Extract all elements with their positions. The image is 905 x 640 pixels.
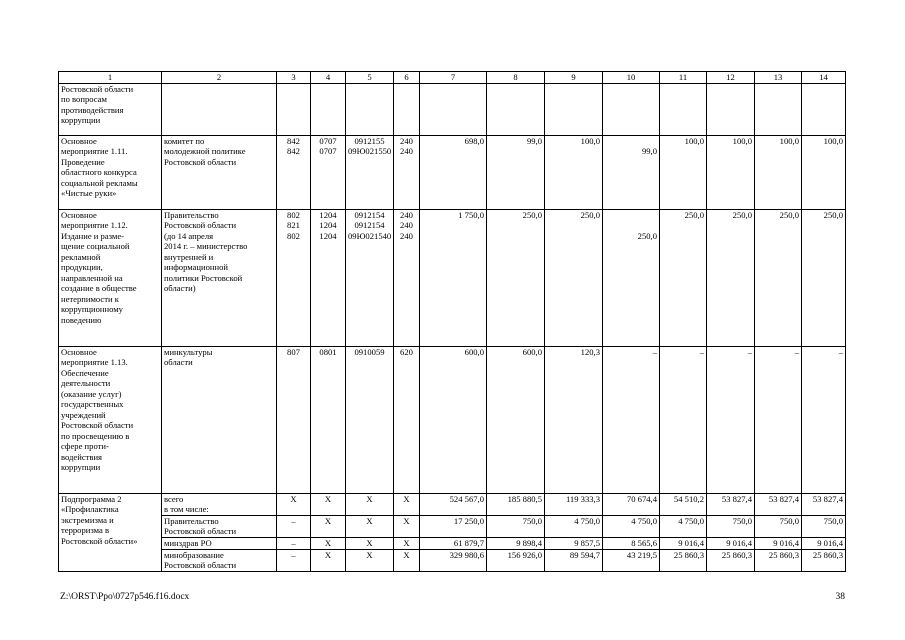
cell-col-8 [487,346,545,493]
cell-line: (оказание услуг) [61,388,122,399]
cell-col-2 [162,135,277,209]
cell-col-10: 4 750,0 [603,515,660,537]
cell-col-9: 4 750,0 [545,515,603,537]
cell-col-14 [802,135,846,209]
cell-col-14 [802,209,846,346]
cell-col-5: Х [346,537,394,549]
cell-line: областного конкурса [61,167,137,177]
column-header: 5 [346,72,394,84]
cell-line: 0912154 [354,209,385,220]
cell-line: 1204 [319,209,337,220]
subprogram-title [59,493,162,571]
cell-line: государственных [61,399,124,409]
cell-line: щение социальной [61,241,130,251]
cell-col-6: Х [394,537,420,549]
table-row [59,209,846,346]
cell-line: сфере проти- [61,441,109,451]
cell-col-10 [603,83,660,135]
cell-col-9 [545,209,603,346]
cell-col-6: Х [394,549,420,571]
cell-col-11 [660,346,707,493]
cell-col-4: Х [311,493,346,515]
cell-col-13: 25 860,3 [755,549,802,571]
cell-col-14: 750,0 [802,515,846,537]
cell-line: Подпрограмма 2 [61,493,122,504]
cell-line: Ростовской области [164,560,237,570]
cell-line: нетерпимости к [61,293,119,304]
cell-line: в том числе: [164,504,209,514]
cell-line: 250,0 [823,209,843,220]
cell-line: внутренней и [164,251,214,262]
cell-line: 250,0 [580,209,600,220]
cell-line: Основное [61,346,97,357]
cell-line: 1 750,0 [458,209,484,220]
cell-col-14: 53 827,4 [802,493,846,515]
cell-col-13 [755,83,802,135]
cell-line: 842 [287,146,300,156]
column-header: 3 [277,72,311,84]
cell-line: водействия [61,451,103,462]
cell-line: социальной рекламы [61,177,138,188]
cell-line: всего [164,493,184,504]
cell-line: 250,0 [732,209,752,220]
cell-line: молодежной политике [164,146,246,156]
executor-cell [162,537,277,549]
cell-line: 100,0 [823,135,843,146]
cell-line: Обеспечение [61,367,109,378]
cell-col-10: 8 565,6 [603,537,660,549]
cell-line: Ростовской области [61,83,134,94]
cell-col-12: 750,0 [707,515,755,537]
cell-col-14 [802,83,846,135]
cell-col-7: 524 567,0 [420,493,487,515]
cell-col-1 [59,83,162,135]
cell-col-14 [802,346,846,493]
cell-line: (до 14 апреля [164,230,214,241]
cell-col-10 [603,209,660,346]
cell-col-11: 25 860,3 [660,549,707,571]
cell-col-5 [346,209,394,346]
cell-col-4 [311,209,346,346]
cell-line: Ростовской области [164,526,237,536]
cell-col-13: 9 016,4 [755,537,802,549]
cell-col-2 [162,209,277,346]
cell-col-8 [487,83,545,135]
cell-line: – [838,346,843,357]
cell-line: Основное [61,209,97,220]
cell-col-9: 119 333,3 [545,493,603,515]
column-header: 12 [707,72,755,84]
cell-line: 1204 [319,220,337,230]
cell-col-1 [59,135,162,209]
executor-cell [162,549,277,571]
cell-col-4: Х [311,549,346,571]
cell-col-10: 70 674,4 [603,493,660,515]
page-number: 38 [835,592,845,602]
cell-col-5 [346,135,394,209]
cell-line: по вопросам [61,94,107,104]
cell-line: 842 [287,135,300,146]
cell-line: области) [164,283,196,293]
cell-line: Основное [61,135,97,146]
cell-col-5: Х [346,493,394,515]
document-path: Z:\ORST\Ppo\0727p546.f16.docx [60,592,190,602]
cell-col-10 [603,346,660,493]
cell-col-3 [277,346,311,493]
cell-line: – [747,346,752,357]
cell-col-12 [707,346,755,493]
cell-line: 600,0 [522,346,542,357]
cell-col-10: 43 219,5 [603,549,660,571]
cell-line: по просвещению в [61,430,130,441]
cell-col-1 [59,209,162,346]
cell-col-4: Х [311,515,346,537]
cell-col-7 [420,83,487,135]
cell-line: 0912155 [354,135,385,146]
cell-col-8: 156 926,0 [487,549,545,571]
cell-line: 1204 [319,230,337,241]
cell-col-12: 53 827,4 [707,493,755,515]
cell-line: 240 [400,230,413,241]
cell-line: 99,0 [641,146,657,156]
cell-col-13: 53 827,4 [755,493,802,515]
cell-line: создание в обществе [61,283,137,293]
cell-line: Проведение [61,156,105,167]
cell-line: – [699,346,704,357]
cell-col-6 [394,135,420,209]
cell-line: 600,0 [464,346,484,357]
cell-col-9 [545,346,603,493]
cell-line: 100,0 [684,135,704,146]
cell-line: «Профилактика [61,504,119,514]
cell-col-9 [545,135,603,209]
cell-line: 821 [287,220,300,230]
cell-col-12 [707,83,755,135]
column-header: 13 [755,72,802,84]
cell-col-3: Х [277,493,311,515]
cell-col-5 [346,83,394,135]
column-header: 10 [603,72,660,84]
cell-col-13 [755,209,802,346]
cell-col-3 [277,135,311,209]
cell-line: 250,0 [684,209,704,220]
subprogram-row [59,537,846,549]
cell-line: 250,0 [637,230,657,241]
cell-line: минобразование [164,549,224,560]
cell-col-6: Х [394,493,420,515]
cell-line: 0707 [319,146,337,156]
cell-line: 802 [287,209,300,220]
column-header: 6 [394,72,420,84]
cell-col-6 [394,209,420,346]
column-header: 2 [162,72,277,84]
cell-col-9 [545,83,603,135]
cell-line: Ростовской области [164,220,237,230]
cell-line: 100,0 [580,135,600,146]
cell-line: учреждений [61,409,106,420]
cell-line: 240 [400,135,413,146]
cell-line: области [164,357,193,367]
cell-col-7: 329 980,6 [420,549,487,571]
cell-col-8: 185 880,5 [487,493,545,515]
cell-line: Правительство [164,515,219,526]
cell-line: комитет по [164,135,205,146]
cell-col-14: 25 860,3 [802,549,846,571]
cell-col-12: 25 860,3 [707,549,755,571]
cell-line: коррупционному [61,304,123,314]
cell-line: 250,0 [779,209,799,220]
cell-line: 240 [400,146,413,156]
cell-line: – [794,346,799,357]
cell-line: 99,0 [526,135,542,146]
cell-col-4 [311,135,346,209]
cell-line: коррупции [61,462,101,472]
cell-line: минздрав РО [164,537,212,548]
cell-line: деятельности [61,378,111,388]
cell-line: мероприятие 1.12. [61,220,128,230]
cell-col-8 [487,209,545,346]
cell-col-11: 4 750,0 [660,515,707,537]
cell-line: коррупции [61,115,101,125]
budget-table [58,71,846,572]
cell-line: противодействия [61,104,124,115]
cell-col-8: 750,0 [487,515,545,537]
cell-col-3 [277,209,311,346]
cell-line: 802 [287,230,300,241]
cell-col-11 [660,135,707,209]
header-row [59,72,846,84]
cell-line: 250,0 [522,209,542,220]
cell-line: 0912154 [354,220,385,230]
subprogram-row [59,549,846,571]
cell-line: 100,0 [732,135,752,146]
cell-col-9: 9 857,5 [545,537,603,549]
cell-line: мероприятие 1.11. [61,146,128,156]
cell-col-8 [487,135,545,209]
table-row [59,346,846,493]
cell-line: 807 [287,346,300,357]
cell-col-7 [420,135,487,209]
cell-col-12 [707,135,755,209]
executor-cell [162,493,277,515]
cell-line: 09Ю021540 [348,230,392,241]
cell-line: поведению [61,314,102,325]
cell-line: терроризма в [61,525,110,535]
cell-col-11 [660,83,707,135]
cell-line: минкультуры [164,346,213,357]
cell-line: рекламной [61,251,101,262]
cell-line: 0801 [319,346,337,357]
cell-col-7 [420,346,487,493]
column-header: 4 [311,72,346,84]
cell-line: 240 [400,209,413,220]
cell-col-13 [755,346,802,493]
cell-line: информационной [164,262,229,272]
cell-col-3: – [277,549,311,571]
table-row [59,83,846,135]
cell-line: Ростовской области [61,420,134,430]
cell-col-5 [346,346,394,493]
cell-line: 240 [400,220,413,230]
cell-col-12 [707,209,755,346]
cell-line: Правительство [164,209,219,220]
cell-line: 698,0 [464,135,484,146]
cell-col-3: – [277,537,311,549]
cell-line: 100,0 [779,135,799,146]
column-header: 1 [59,72,162,84]
executor-cell [162,515,277,537]
cell-col-11 [660,209,707,346]
cell-line: 0707 [319,135,337,146]
cell-line: 120,3 [580,346,600,357]
cell-col-13 [755,135,802,209]
cell-line: 0910059 [354,346,385,357]
cell-col-3: – [277,515,311,537]
cell-col-2 [162,346,277,493]
column-header: 11 [660,72,707,84]
cell-col-4 [311,346,346,493]
cell-col-6 [394,346,420,493]
column-header: 7 [420,72,487,84]
cell-col-8: 9 898,4 [487,537,545,549]
cell-line: «Чистые руки» [61,188,117,198]
cell-col-4: Х [311,537,346,549]
cell-col-11: 54 510,2 [660,493,707,515]
cell-col-3 [277,83,311,135]
cell-line: Ростовской области [164,156,237,167]
cell-line: продукции, [61,262,103,272]
cell-col-10 [603,135,660,209]
cell-col-6 [394,83,420,135]
cell-col-4 [311,83,346,135]
subprogram-row [59,515,846,537]
cell-col-2 [162,83,277,135]
cell-line: экстремизма и [61,514,114,525]
cell-line: политики Ростовской [164,272,243,283]
cell-col-9: 89 594,7 [545,549,603,571]
subprogram-row [59,493,846,515]
cell-line: 09Ю021550 [348,146,392,156]
cell-col-6: Х [394,515,420,537]
cell-col-7 [420,209,487,346]
cell-line: Издание и разме- [61,230,125,241]
cell-line: направленной на [61,272,123,283]
cell-line: Ростовской области» [61,535,138,546]
cell-col-12: 9 016,4 [707,537,755,549]
column-header: 14 [802,72,846,84]
table-row [59,135,846,209]
cell-col-5: Х [346,515,394,537]
cell-line: 2014 г. – министерство [164,241,248,251]
cell-col-13: 750,0 [755,515,802,537]
column-header: 9 [545,72,603,84]
cell-line: – [652,346,657,357]
cell-line: 620 [400,346,413,357]
cell-col-11: 9 016,4 [660,537,707,549]
cell-col-14: 9 016,4 [802,537,846,549]
cell-line: мероприятие 1.13. [61,357,128,367]
cell-col-1 [59,346,162,493]
column-header: 8 [487,72,545,84]
cell-col-5: Х [346,549,394,571]
cell-col-7: 61 879,7 [420,537,487,549]
cell-col-7: 17 250,0 [420,515,487,537]
